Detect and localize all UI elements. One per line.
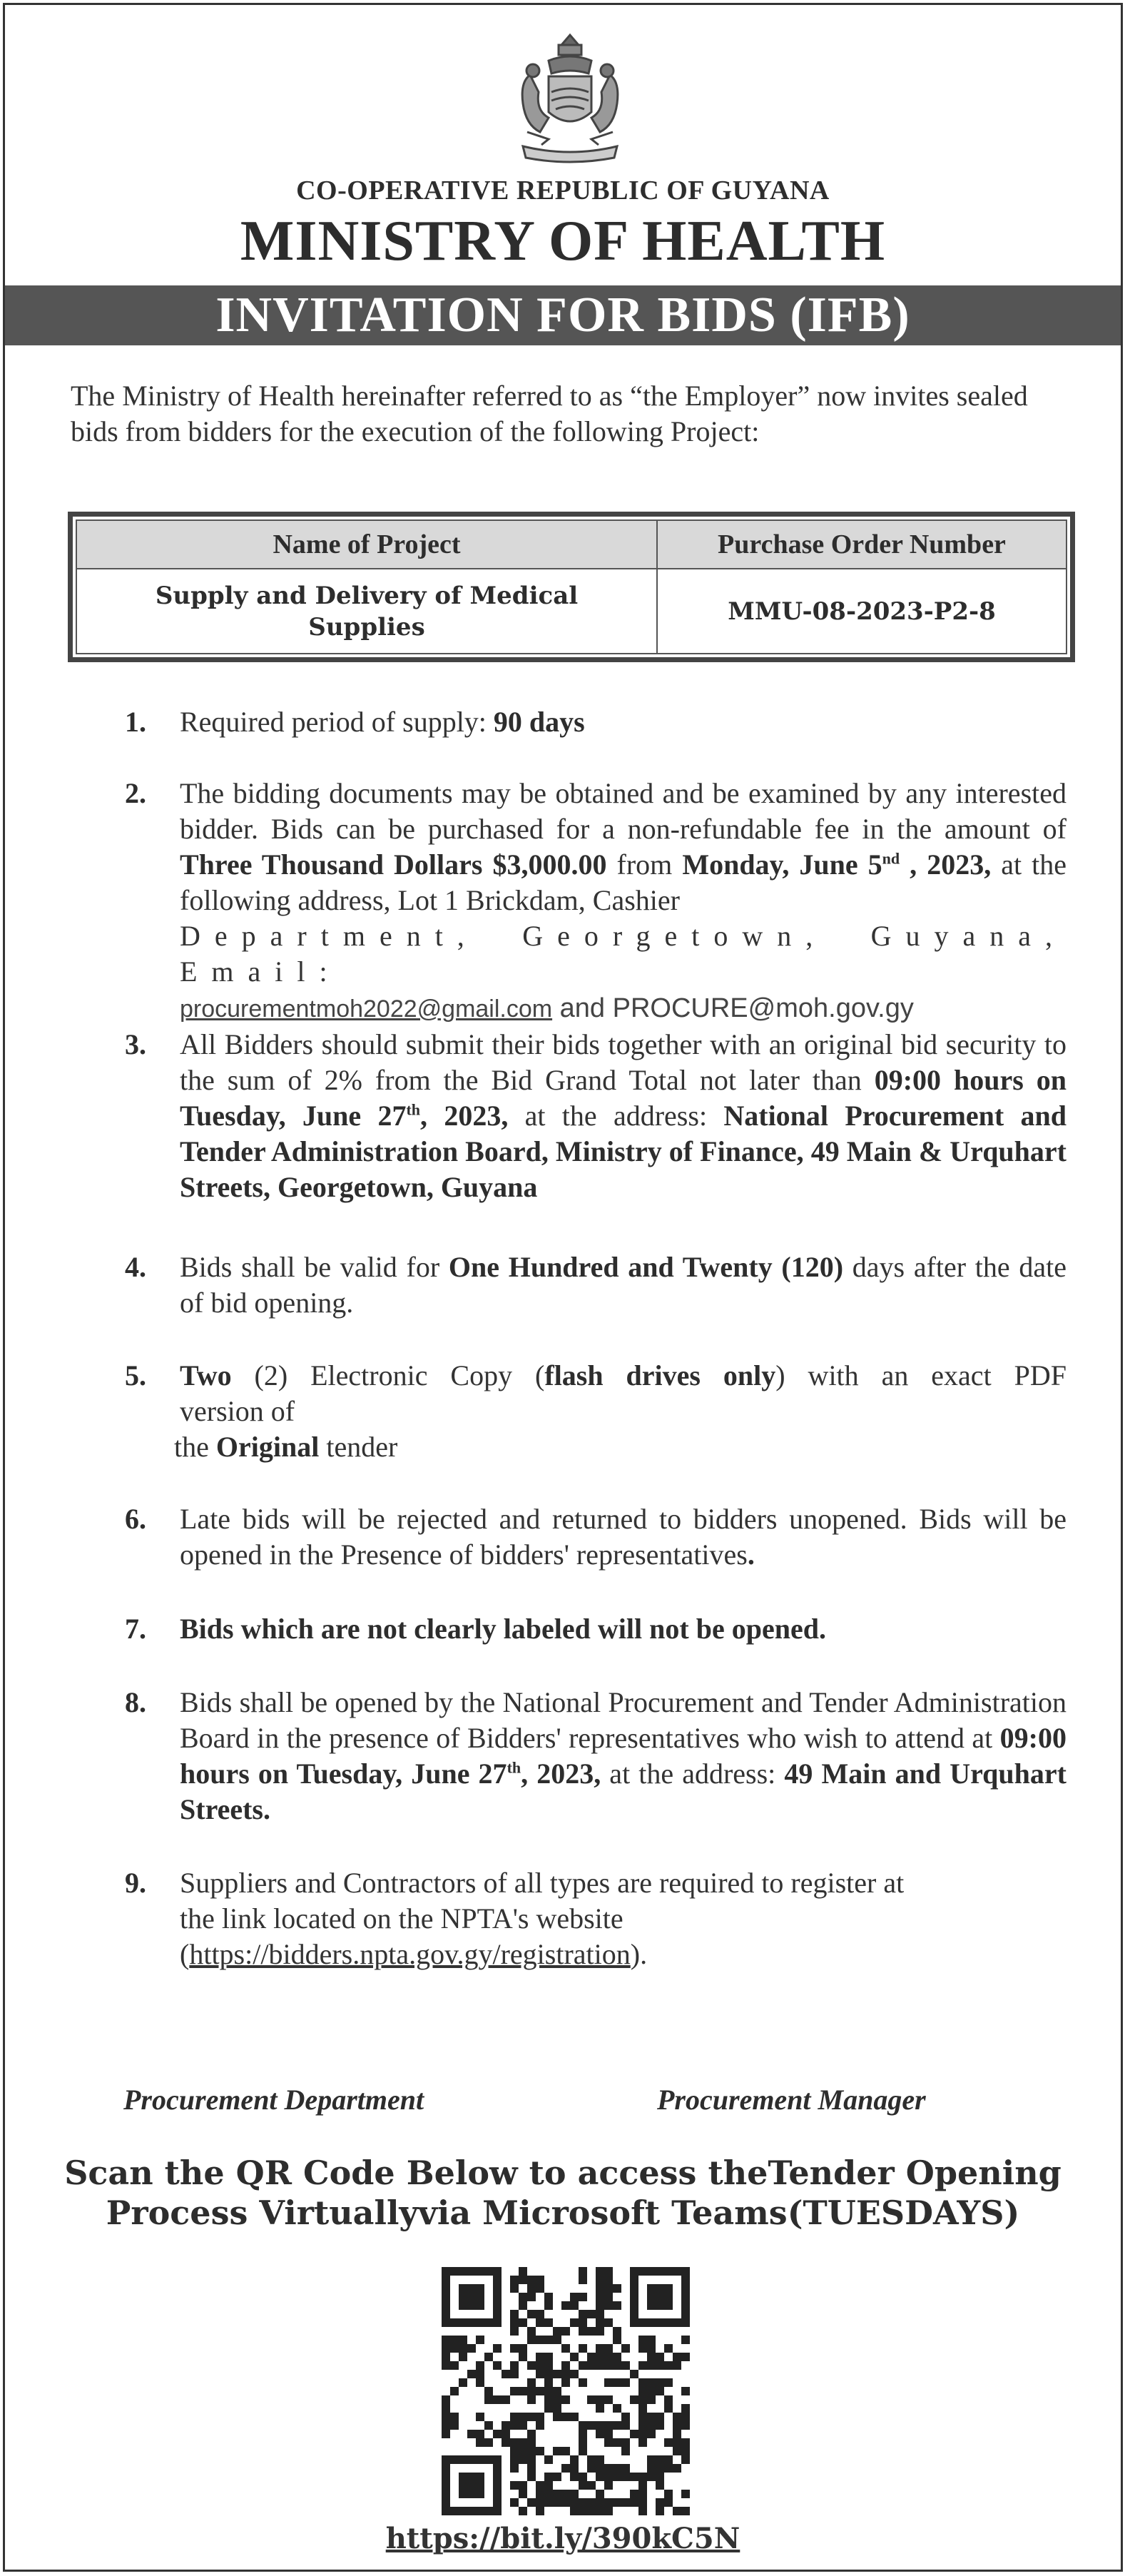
- item-number: 7.: [125, 1613, 146, 1645]
- item-text: Bids shall be opened by the National Procurement and Tender Administration Board in the presence of Bidders' representatives who wish to attend at 09:00 hours on Tuesday, June 27th, 2023, at the address: 49 Main and Urquhart Streets.: [180, 1686, 1067, 1825]
- item-text: Bids shall be valid for One Hundred and Twenty (120) days after the date of bid opening.: [180, 1251, 1067, 1319]
- item-number: 2.: [125, 777, 146, 809]
- item-number: 4.: [125, 1251, 146, 1283]
- item-number: 9.: [125, 1867, 146, 1899]
- table-header-project-name: Name of Project: [273, 529, 461, 559]
- item-text: Required period of supply: 90 days: [180, 706, 585, 738]
- table-cell-purchase-order-number: MMU-08-2023-P2-8: [728, 597, 996, 626]
- table-cell-project-name: Supply and Delivery of Medical Supplies: [155, 581, 579, 642]
- country-name: CO-OPERATIVE REPUBLIC OF GUYANA: [296, 176, 830, 206]
- email-link-1[interactable]: procurementmoh2022@gmail.com: [180, 995, 553, 1023]
- item-number: 8.: [125, 1686, 146, 1718]
- project-table: [68, 512, 1075, 662]
- item-text: Bids which are not clearly labeled will not be opened.: [180, 1613, 826, 1645]
- item-text: All Bidders should submit their bids together with an original bid security to the sum of 2% from the Bid Grand Total not later than 09:00 hours on Tuesday, June 27th, 2023, at the address: National Procurement and Tender Administration Board, Ministry of Finance, 49 Main & Urquhart Streets, Georgetown, Guyana: [180, 1028, 1067, 1203]
- qr-code[interactable]: [442, 2267, 690, 2515]
- ministry-name: MINISTRY OF HEALTH: [240, 210, 886, 273]
- registration-link[interactable]: https://bidders.npta.gov.gy/registration: [189, 1938, 631, 1970]
- item-text: Two (2) Electronic Copy (flash drives only) with an exact PDF version of the Original tender: [174, 1359, 1067, 1463]
- item-number: 3.: [125, 1028, 146, 1060]
- table-header-purchase-order: Purchase Order Number: [718, 529, 1006, 559]
- item-number: 6.: [125, 1503, 146, 1535]
- signature-procurement-manager: Procurement Manager: [657, 2084, 926, 2116]
- qr-url-link[interactable]: https://bit.ly/390kC5N: [385, 2522, 740, 2555]
- item-number: 1.: [125, 706, 146, 738]
- advertisement-frame: [3, 3, 1123, 2572]
- intro-paragraph: The Ministry of Health hereinafter referred to as “the Employer” now invites sealed bids from bidders for the execution of the following Project:: [71, 380, 1028, 447]
- item-number: 5.: [125, 1359, 146, 1391]
- qr-caption: Scan the QR Code Below to access theTender Opening Process Virtuallyvia Microsoft Teams(TUESDAYS): [64, 2154, 1062, 2232]
- coat-of-arms-emblem: [499, 32, 641, 168]
- item-text: The bidding documents may be obtained and be examined by any interested bidder. Bids can be purchased for a non-refundable fee in the amount of Three Thousand Dollars $3,000.00 from Monday, June 5nd , 2023, at the following address, Lot 1 Brickdam, Cashier Department, Georgetown, Guyana, Email: procurementmoh2022@gmail.com and PROCURE@moh.gov.gy: [180, 777, 1067, 1023]
- email-link-2[interactable]: PROCURE@moh.gov.gy: [612, 993, 914, 1023]
- document-title-banner: INVITATION FOR BIDS (IFB): [5, 285, 1121, 345]
- item-text: Suppliers and Contractors of all types are required to register at the link located on the NPTA's website (https://bidders.npta.gov.gy/registration).: [180, 1867, 905, 1970]
- signature-procurement-department: Procurement Department: [123, 2084, 424, 2116]
- item-text: Late bids will be rejected and returned to bidders unopened. Bids will be opened in the Presence of bidders' representatives.: [180, 1503, 1067, 1571]
